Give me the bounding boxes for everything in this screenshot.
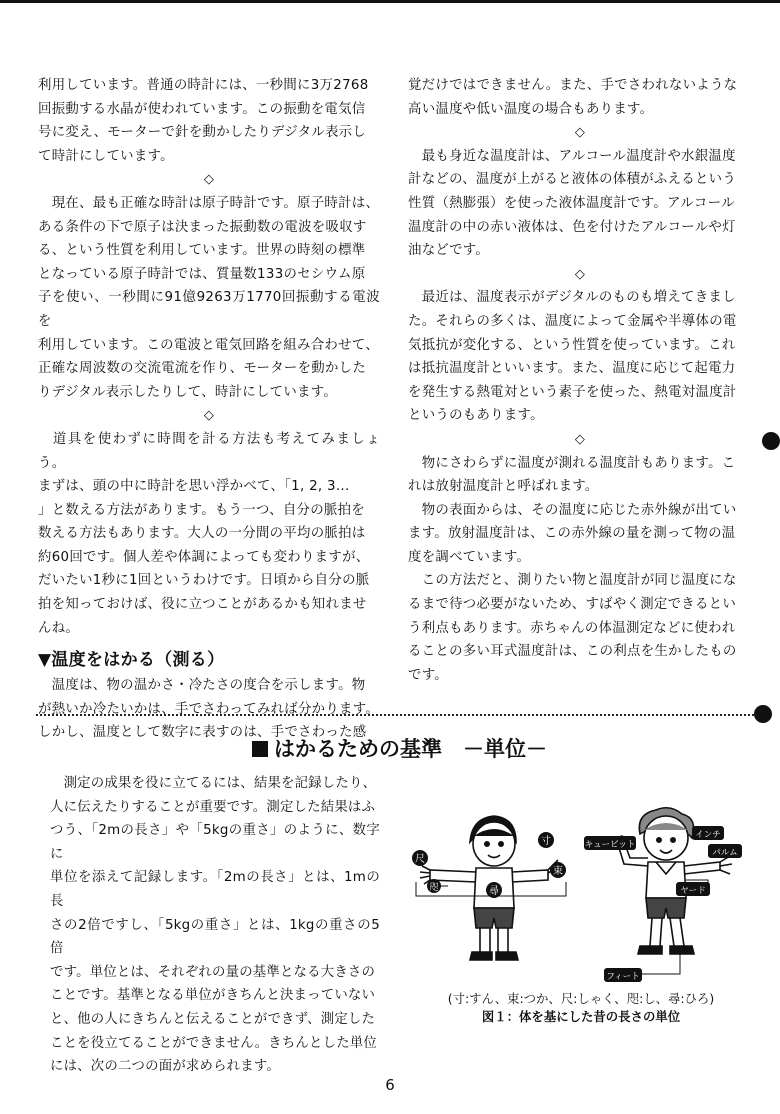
figure-caption-title: 図１：体を基にした昔の長さの単位: [481, 1009, 681, 1024]
label-feet: フィート: [606, 972, 640, 982]
right-column: [408, 74, 752, 687]
body-units-illustration: [408, 800, 756, 986]
label-hiro: 尋: [489, 886, 499, 897]
page-number: 6: [385, 1076, 395, 1094]
label-sun: 寸: [541, 836, 551, 847]
right-paragraph-1: 覚だけではできません。また、手でさわれないような 高い温度や低い温度の場合もあります。: [408, 78, 738, 117]
diamond-separator: ◇: [574, 266, 586, 282]
label-shi: 咫: [429, 883, 439, 893]
diamond-separator: ◇: [203, 172, 215, 188]
diamond-separator: ◇: [574, 431, 586, 447]
label-shaku: 尺: [415, 854, 425, 865]
dotted-divider: [36, 714, 754, 716]
left-paragraph-2: 現在、最も正確な時計は原子時計です。原子時計は、 ある条件の下で原子は決まった振動数の電波を吸収す る、という性質を利用しています。世界の時刻の標準 となっている原子時計では、質量数133のセシウム原 子を使い、一秒間に91億9263万1770回振動する電波を 利用しています。この電波と電気回路を組み合わせて、 正確な周波数の交流電流を作り、モーターを動かした りデジタル表示したりして、時計にしています。: [38, 195, 380, 400]
left-column: [38, 74, 380, 745]
margin-bullet: [754, 705, 772, 723]
right-paragraph-3: 最近は、温度表示がデジタルのものも増えてきまし た。それらの多くは、温度によって金属や半導体の電 気抵抗が変化する、という性質を使っています。これ は抵抗温度計といいます。また、温度に応じて起電力 を発生する熱電対という素子を使った、熱電対温度計 というのもあります。: [408, 290, 737, 424]
left-paragraph-3: 道具を使わずに時間を計る方法も考えてみましょう。 まずは、頭の中に時計を思い浮かべて、「1, 2, 3... 」と数える方法があります。もう一つ、自分の脈拍を 数える方法もあります。大人の一分間の平均の脈拍は 約60回です。個人差や体調によっても変わりますが、 だいたい1秒に1回というわけです。日頃から自分の脈 拍を知っておけば、役に立つことがあるかも知れませ んね。: [38, 431, 380, 636]
diamond-separator: ◇: [203, 408, 215, 424]
section-title-text: はかるための基準 －単位－: [274, 737, 547, 761]
right-paragraph-2: 最も身近な温度計は、アルコール温度計や水銀温度 計などの、温度が上がると液体の体積がふえるという 性質（熱膨張）を使った液体温度計です。アルコール 温度計の中の赤い液体は、色を付けたアルコールや灯 油などです。: [408, 148, 737, 259]
margin-bullet: [762, 432, 780, 450]
diamond-separator: ◇: [574, 125, 586, 141]
temperature-heading: ▼温度をはかる（測る）: [38, 650, 225, 671]
left-paragraph-4: 温度は、物の温かさ・冷たさの度合を示します。物 が熱いか冷たいかは、手でさわってみれば分かります。 しかし、温度として数字に表すのは、手でさわった感: [38, 678, 380, 741]
top-rule: [0, 0, 780, 3]
label-inch: インチ: [695, 830, 721, 840]
label-palm: パルム: [712, 848, 738, 858]
units-intro: [50, 772, 380, 1079]
square-bullet-icon: [252, 741, 268, 757]
label-yard: ヤード: [680, 886, 706, 896]
label-cubit: キュービット: [584, 840, 636, 850]
units-intro-paragraph: 測定の成果を役に立てるには、結果を記録したり、 人に伝えたりすることが重要です。測定した結果はふ つう、「2mの長さ」や「5kgの重さ」のように、数字に 単位を添えて記録します。「2mの長さ」とは、1mの長 さの2倍ですし、「5kgの重さ」とは、1kgの重さの5倍 です。単位とは、それぞれの量の基準となる大きさの ことです。基準となる単位がきちんと決まっていない と、他の人にきちんと伝えることができず、測定した ことを役立てることができません。きちんとした単位 には、次の二つの面が求められます。: [50, 776, 380, 1075]
figure-caption-readings: (寸:すん、束:つか、尺:しゃく、咫:し、尋:ひろ): [447, 991, 715, 1006]
right-paragraph-4: 物にさわらずに温度が測れる温度計もあります。こ れは放射温度計と呼ばれます。 物の表面からは、その温度に応じた赤外線が出てい ます。放射温度計は、この赤外線の量を測って物の温 度を調べています。 この方法だと、測りたい物と温度計が同じ温度にな るまで待つ必要がないため、すばやく測定できるとい う利点もあります。赤ちゃんの体温測定などに使われ ることの多い耳式温度計は、この利点を生かしたもの です。: [408, 455, 737, 683]
label-tsuka: 束: [553, 866, 563, 877]
left-paragraph-1: 利用しています。普通の時計には、一秒間に3万2768 回振動する水晶が使われています。この振動を電気信 号に変え、モーターで針を動かしたりデジタル表示し て時計にしています。: [38, 78, 369, 164]
section-title: [252, 734, 547, 764]
